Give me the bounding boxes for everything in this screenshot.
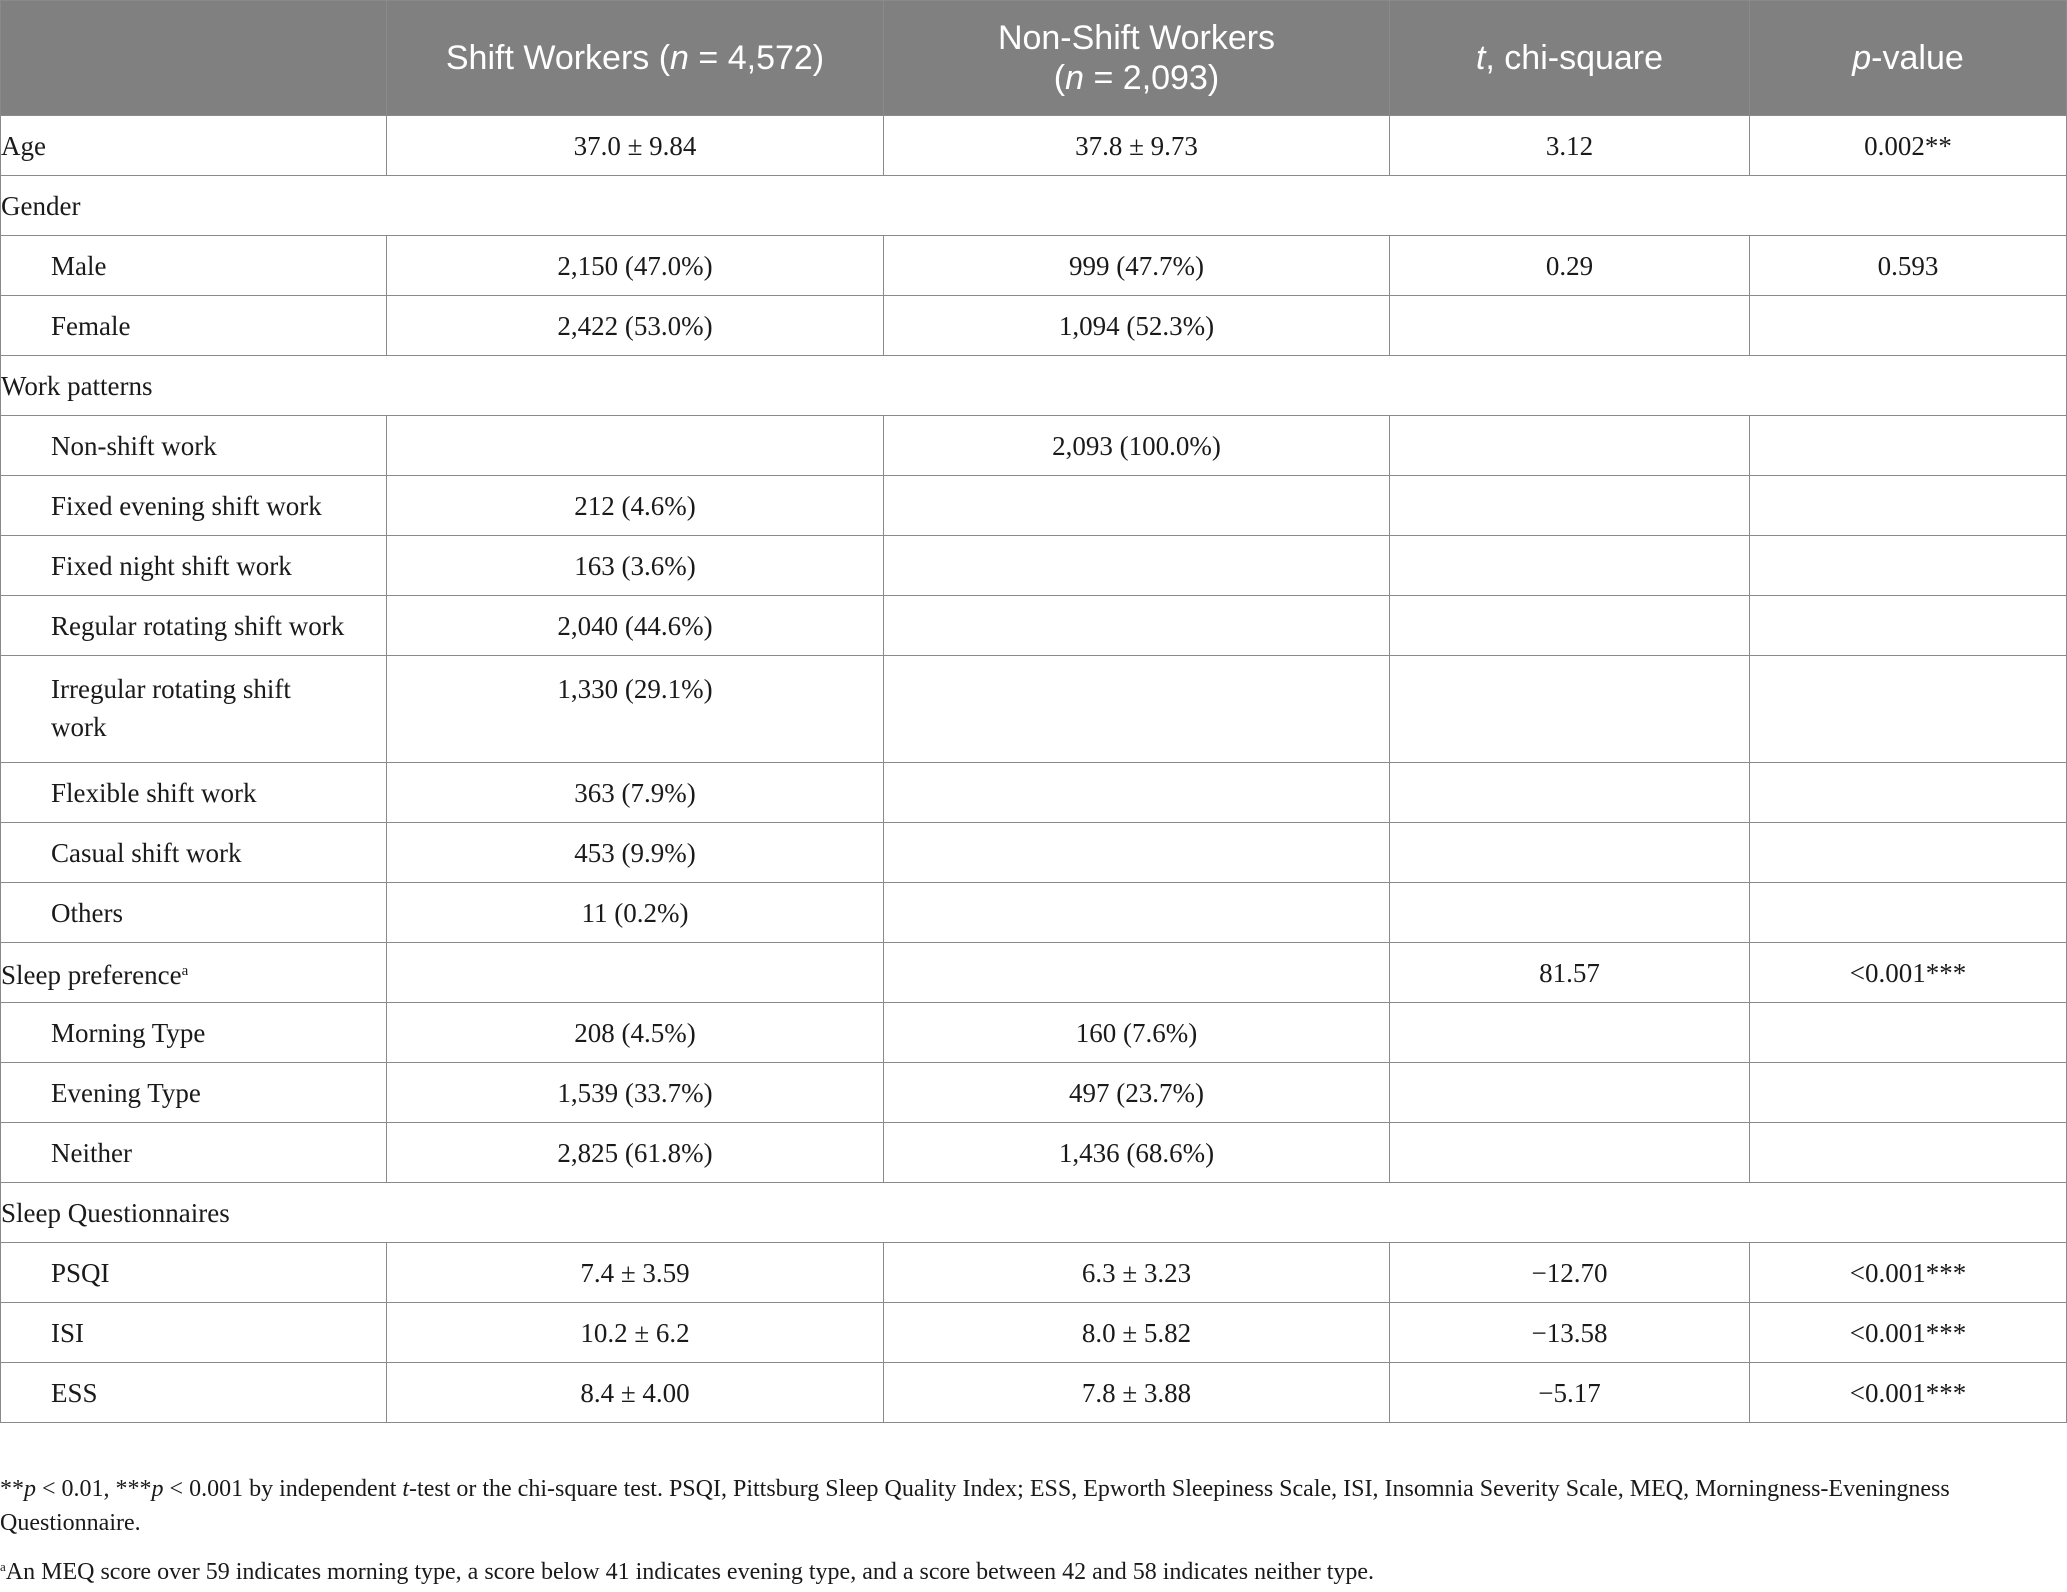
row-label: Others xyxy=(1,883,387,943)
footnote-marker: a xyxy=(181,962,189,979)
cell-test xyxy=(1390,883,1750,943)
cell-non-shift xyxy=(884,536,1390,596)
cell-p xyxy=(1750,1003,2067,1063)
table-row-regular-rotating xyxy=(1,596,2067,656)
cell-test xyxy=(1390,1003,1750,1063)
cell-non-shift xyxy=(884,656,1390,763)
cell-p xyxy=(1750,536,2067,596)
table-row-female xyxy=(1,296,2067,356)
row-label: Age xyxy=(1,116,387,176)
table-row-neither xyxy=(1,1123,2067,1183)
cell-non-shift: 160 (7.6%) xyxy=(884,1003,1390,1063)
table-row-isi xyxy=(1,1303,2067,1363)
table-row-fixed-night xyxy=(1,536,2067,596)
header-test-statistic: t, chi-square xyxy=(1390,1,1750,116)
cell-p xyxy=(1750,883,2067,943)
footnote-marker: a xyxy=(0,1559,6,1574)
cell-test xyxy=(1390,296,1750,356)
table-row-casual xyxy=(1,823,2067,883)
cell-p: 0.593 xyxy=(1750,236,2067,296)
cell-shift: 2,422 (53.0%) xyxy=(387,296,884,356)
cell-test: 3.12 xyxy=(1390,116,1750,176)
cell-non-shift: 8.0 ± 5.82 xyxy=(884,1303,1390,1363)
header-row xyxy=(1,1,2067,116)
cell-p xyxy=(1750,296,2067,356)
footnote-meq: $^a$An MEQ score over 59 indicates morning type, a score below 41 indicates evening type, and a score between 42 and 58 indicates neither type. xyxy=(0,1559,1375,1585)
row-label: Morning Type xyxy=(1,1003,387,1063)
cell-non-shift xyxy=(884,596,1390,656)
cell-non-shift xyxy=(884,943,1390,1003)
cell-p: 0.002** xyxy=(1750,116,2067,176)
cell-non-shift: 6.3 ± 3.23 xyxy=(884,1243,1390,1303)
cell-shift: 208 (4.5%) xyxy=(387,1003,884,1063)
section-label: Work patterns xyxy=(1,356,2067,416)
cell-test: −13.58 xyxy=(1390,1303,1750,1363)
cell-test xyxy=(1390,416,1750,476)
table-row-work-patterns xyxy=(1,356,2067,416)
cell-non-shift: 7.8 ± 3.88 xyxy=(884,1363,1390,1423)
cell-test: 0.29 xyxy=(1390,236,1750,296)
section-label: Gender xyxy=(1,176,2067,236)
cell-non-shift xyxy=(884,883,1390,943)
cell-non-shift: 37.8 ± 9.73 xyxy=(884,116,1390,176)
cell-test: −12.70 xyxy=(1390,1243,1750,1303)
cell-p xyxy=(1750,656,2067,763)
footnote-significance: **p < 0.01, ***p < 0.001 by independent t-test or the chi-square test. PSQI, Pittsburg Sleep Quality Index; ESS, Epworth Sleepiness Scale, ISI, Insomnia Severity Scale, MEQ, Morningness-Eveningness Questionnaire. xyxy=(0,1476,1950,1536)
cell-shift: 1,539 (33.7%) xyxy=(387,1063,884,1123)
table-row-male xyxy=(1,236,2067,296)
cell-p xyxy=(1750,823,2067,883)
cell-test xyxy=(1390,763,1750,823)
table-row-gender xyxy=(1,176,2067,236)
cell-test xyxy=(1390,1123,1750,1183)
cell-test xyxy=(1390,596,1750,656)
cell-test xyxy=(1390,476,1750,536)
cell-non-shift: 1,436 (68.6%) xyxy=(884,1123,1390,1183)
row-label: Flexible shift work xyxy=(1,763,387,823)
row-label: Regular rotating shift work xyxy=(1,596,387,656)
cell-p xyxy=(1750,1123,2067,1183)
row-label: Fixed night shift work xyxy=(1,536,387,596)
cell-non-shift xyxy=(884,476,1390,536)
cell-p xyxy=(1750,763,2067,823)
table-row-others xyxy=(1,883,2067,943)
cell-shift: 8.4 ± 4.00 xyxy=(387,1363,884,1423)
cell-shift: 10.2 ± 6.2 xyxy=(387,1303,884,1363)
row-label: Irregular rotating shift work xyxy=(1,656,387,763)
cell-shift: 1,330 (29.1%) xyxy=(387,656,884,763)
cell-test xyxy=(1390,656,1750,763)
cell-shift: 2,825 (61.8%) xyxy=(387,1123,884,1183)
table-row-flexible xyxy=(1,763,2067,823)
cell-non-shift: 2,093 (100.0%) xyxy=(884,416,1390,476)
cell-test: 81.57 xyxy=(1390,943,1750,1003)
table-row-psqi xyxy=(1,1243,2067,1303)
cell-p: <0.001*** xyxy=(1750,1303,2067,1363)
cell-shift: 37.0 ± 9.84 xyxy=(387,116,884,176)
cell-p: <0.001*** xyxy=(1750,1243,2067,1303)
row-label: PSQI xyxy=(1,1243,387,1303)
row-label: Fixed evening shift work xyxy=(1,476,387,536)
cell-shift: 212 (4.6%) xyxy=(387,476,884,536)
cell-shift: 2,150 (47.0%) xyxy=(387,236,884,296)
cell-shift: 453 (9.9%) xyxy=(387,823,884,883)
row-label: Neither xyxy=(1,1123,387,1183)
table-row-morning-type xyxy=(1,1003,2067,1063)
cell-non-shift: 497 (23.7%) xyxy=(884,1063,1390,1123)
cell-shift: 163 (3.6%) xyxy=(387,536,884,596)
table-row-fixed-evening xyxy=(1,476,2067,536)
cell-shift xyxy=(387,943,884,1003)
cell-test xyxy=(1390,823,1750,883)
table-row-sleep-questionnaires xyxy=(1,1183,2067,1243)
header-non-shift-workers: Non-Shift Workers (n = 2,093) xyxy=(884,1,1390,116)
cell-p: <0.001*** xyxy=(1750,943,2067,1003)
table-row-ess xyxy=(1,1363,2067,1423)
cell-p xyxy=(1750,596,2067,656)
cell-p xyxy=(1750,1063,2067,1123)
table-row-evening-type xyxy=(1,1063,2067,1123)
cell-p xyxy=(1750,416,2067,476)
cell-p: <0.001*** xyxy=(1750,1363,2067,1423)
table-row-sleep-preference xyxy=(1,943,2067,1003)
header-label xyxy=(1,1,387,116)
cell-test xyxy=(1390,536,1750,596)
table-row-age xyxy=(1,116,2067,176)
row-label: Evening Type xyxy=(1,1063,387,1123)
row-label: Non-shift work xyxy=(1,416,387,476)
cell-shift: 7.4 ± 3.59 xyxy=(387,1243,884,1303)
row-label: Male xyxy=(1,236,387,296)
cell-non-shift xyxy=(884,823,1390,883)
row-label: ESS xyxy=(1,1363,387,1423)
header-p-value: p-value xyxy=(1750,1,2067,116)
cell-shift xyxy=(387,416,884,476)
cell-shift: 2,040 (44.6%) xyxy=(387,596,884,656)
row-label: ISI xyxy=(1,1303,387,1363)
cell-shift: 363 (7.9%) xyxy=(387,763,884,823)
row-label: Sleep preference$^a$ xyxy=(1,943,387,1003)
section-label: Sleep Questionnaires xyxy=(1,1183,2067,1243)
header-shift-workers: Shift Workers (n = 4,572) xyxy=(387,1,884,116)
table-row-irregular-rotating xyxy=(1,656,2067,763)
cell-non-shift: 1,094 (52.3%) xyxy=(884,296,1390,356)
row-label: Casual shift work xyxy=(1,823,387,883)
cell-non-shift xyxy=(884,763,1390,823)
cell-non-shift: 999 (47.7%) xyxy=(884,236,1390,296)
cell-test xyxy=(1390,1063,1750,1123)
cell-test: −5.17 xyxy=(1390,1363,1750,1423)
row-label: Female xyxy=(1,296,387,356)
cell-p xyxy=(1750,476,2067,536)
cell-shift: 11 (0.2%) xyxy=(387,883,884,943)
table-row-non-shift-work xyxy=(1,416,2067,476)
